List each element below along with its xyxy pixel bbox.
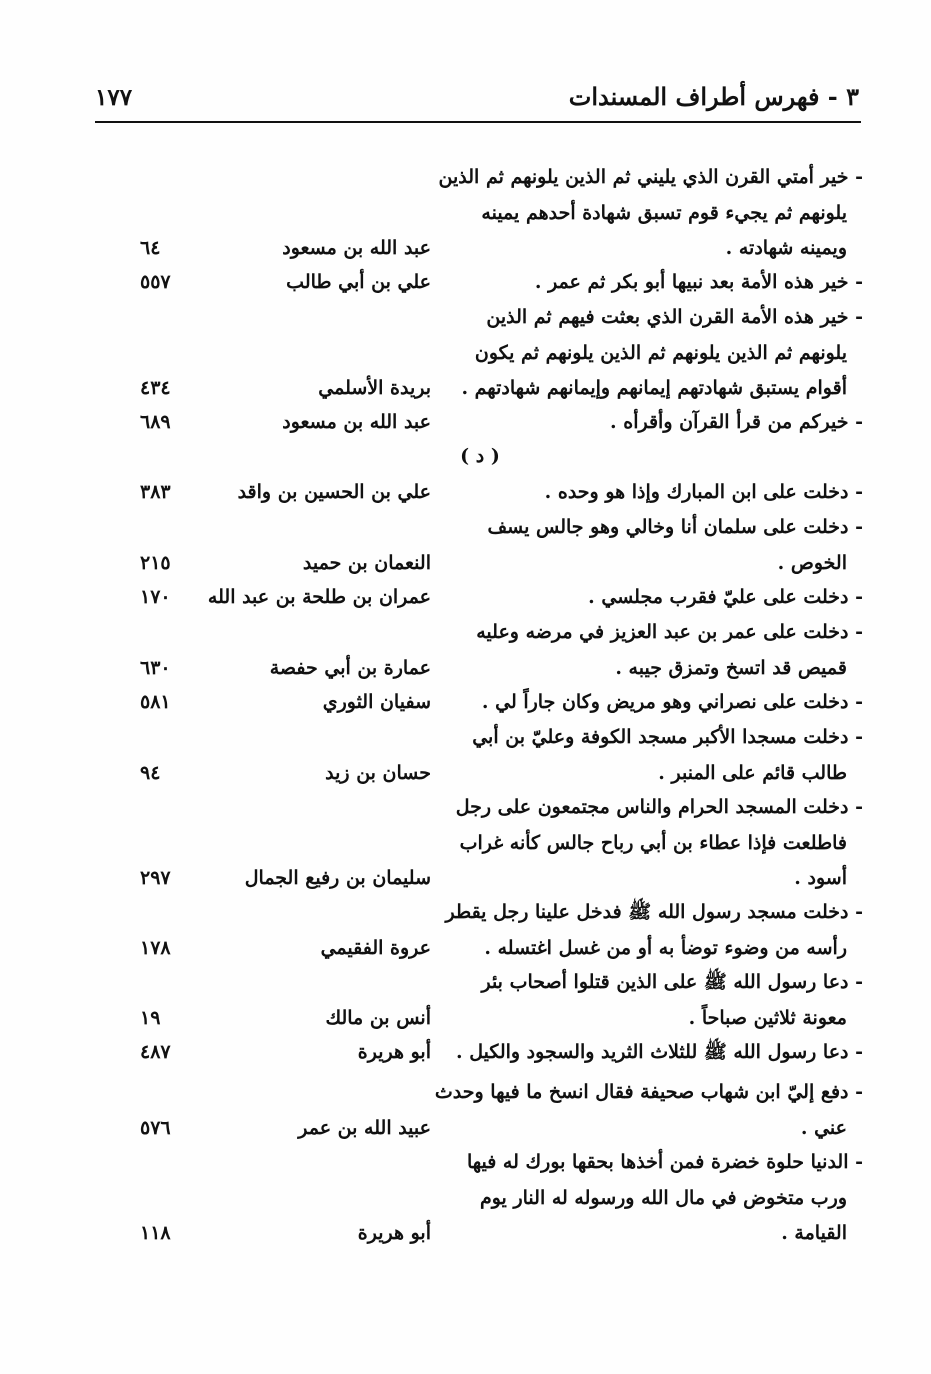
hadith-line: - دخلت المسجد الحرام والناس مجتمعون على رجل <box>455 796 863 818</box>
hadith-line: فاطلعت فإذا عطاء بن أبي رباح جالس كأنه غراب <box>459 831 847 854</box>
narrator-name: عمران بن طلحة بن عبد الله <box>207 586 431 608</box>
header-rule <box>95 121 861 123</box>
hadith-entry <box>455 1145 863 1252</box>
hadith-line: القيامة . <box>781 1222 847 1244</box>
hadith-entry <box>455 1035 863 1071</box>
hadith-entry <box>434 1075 863 1146</box>
hadith-line: طالب قائم على المنبر . <box>658 761 847 784</box>
entry-number: ٦٤ <box>140 237 161 259</box>
entry-number: ١٧٠ <box>140 586 171 608</box>
entry-number: ٥٥٧ <box>140 271 171 293</box>
entry-number: ٥٨١ <box>140 691 171 713</box>
narrator-name: أبو هريرة <box>357 1041 431 1063</box>
narrator-name: عبيد الله بن عمر <box>298 1116 431 1139</box>
narrator-name: سليمان بن رفيع الجمال <box>244 867 431 889</box>
page-number: ١٧٧ <box>95 84 133 111</box>
hadith-line: - دخلت على عليّ فقرب مجلسي . <box>588 586 863 608</box>
entry-number: ١٩ <box>140 1006 161 1029</box>
hadith-line: - خير هذه الأمة القرن الذي بعثت فيهم ثم الذين <box>486 306 863 328</box>
hadith-line: ويمينه شهادته . <box>725 237 847 259</box>
entry-number: ٩٤ <box>140 761 161 784</box>
hadith-line: معونة ثلاثين صباحاً . <box>688 1006 847 1029</box>
hadith-line: - دعا رسول الله ﷺ للثلاث الثريد والسجود والكيل . <box>455 1041 863 1063</box>
entry-number: ٤٣٤ <box>140 377 171 399</box>
hadith-line: - خيركم من قرأ القرآن وأقرأه . <box>610 411 863 433</box>
hadith-line: - دخلت على ابن المبارك وإذا هو وحده . <box>544 481 863 503</box>
hadith-line: يلونهم ثم الذين يلونهم ثم الذين يلونهم ثم يكون <box>474 341 847 364</box>
entry-number: ٤٨٧ <box>140 1041 171 1063</box>
narrator-name: عمارة بن أبي حفصة <box>269 656 431 679</box>
hadith-entry <box>455 265 863 301</box>
narrator-name: النعمان بن حميد <box>302 551 431 574</box>
hadith-line: - الدنيا حلوة خضرة فمن أخذها بحقها بورك له فيها <box>466 1151 863 1173</box>
narrator-name: عبد الله بن مسعود <box>282 411 431 433</box>
narrator-name: علي بن الحسين بن واقد <box>237 481 431 503</box>
hadith-entry <box>455 685 863 721</box>
hadith-line: - خير هذه الأمة بعد نبيها أبو بكر ثم عمر . <box>534 271 863 293</box>
hadith-line: يلونهم ثم يجيء قوم تسبق شهادة أحدهم يمينه <box>481 201 847 224</box>
hadith-line: - دخلت على نصراني وهو مريض وكان جاراً لي . <box>481 691 863 713</box>
entry-number: ١١٨ <box>140 1222 171 1244</box>
hadith-line: الخوص . <box>777 551 847 574</box>
hadith-line: رأسه من وضوء توضأ به أو من غسل اغتسله . <box>484 936 847 959</box>
hadith-line: أسود . <box>794 867 847 889</box>
narrator-name: بريدة الأسلمي <box>318 377 431 399</box>
hadith-entry <box>455 965 863 1036</box>
hadith-line: - دخلت على عمر بن عبد العزيز في مرضه وعليه <box>476 621 863 643</box>
hadith-entry <box>455 300 863 407</box>
page-header <box>95 82 859 120</box>
entry-number: ٣٨٣ <box>140 481 171 503</box>
entry-number: ١٧٨ <box>140 936 171 959</box>
hadith-entry <box>455 475 863 511</box>
section-letter: ( د ) <box>460 445 500 467</box>
hadith-entry <box>455 790 863 897</box>
narrator-name: سفيان الثوري <box>322 691 431 713</box>
hadith-line: - دخلت على سلمان أنا وخالي وهو جالس يسف <box>487 516 863 538</box>
narrator-name: علي بن أبي طالب <box>286 271 431 293</box>
hadith-line: - دفع إليّ ابن شهاب صحيفة فقال انسخ ما فيها وحدث <box>434 1081 863 1103</box>
hadith-line: عني . <box>800 1116 847 1139</box>
narrator-name: أبو هريرة <box>357 1222 431 1244</box>
hadith-line: قميص قد اتسخ وتمزق جيبه . <box>615 656 847 679</box>
hadith-entry <box>438 160 863 267</box>
entry-number: ٦٣٠ <box>140 656 171 679</box>
hadith-line: - دخلت مسجدا الأكبر مسجد الكوفة وعليّ بن أبي <box>472 726 863 748</box>
entry-number: ٥٧٦ <box>140 1116 171 1139</box>
hadith-entry <box>455 580 863 616</box>
hadith-entry <box>445 895 863 966</box>
narrator-name: عروة الفقيمي <box>320 936 431 959</box>
hadith-entry <box>455 615 863 686</box>
entry-number: ٢١٥ <box>140 551 171 574</box>
running-title: ٣ - فهرس أطراف المسندات <box>568 82 859 111</box>
hadith-line: أقوام يستبق شهادتهم إيمانهم وإيمانهم شهادتهم . <box>461 377 847 399</box>
narrator-name: عبد الله بن مسعود <box>282 237 431 259</box>
hadith-entry <box>455 405 863 441</box>
hadith-line: ورب متخوض في مال الله ورسوله له النار يوم <box>479 1186 847 1209</box>
hadith-entry <box>455 510 863 581</box>
entry-number: ٢٩٧ <box>140 867 171 889</box>
hadith-line: - دخلت مسجد رسول الله ﷺ فدخل علينا رجل يقطر <box>445 901 863 923</box>
hadith-line: - خير أمتي القرن الذي يليني ثم الذين يلونهم ثم الذين <box>438 166 863 188</box>
hadith-line: - دعا رسول الله ﷺ على الذين قتلوا أصحاب بئر <box>481 971 863 993</box>
hadith-entry <box>455 720 863 791</box>
narrator-name: أنس بن مالك <box>325 1006 431 1029</box>
narrator-name: حسان بن زيد <box>325 761 431 784</box>
entry-number: ٦٨٩ <box>140 411 171 433</box>
